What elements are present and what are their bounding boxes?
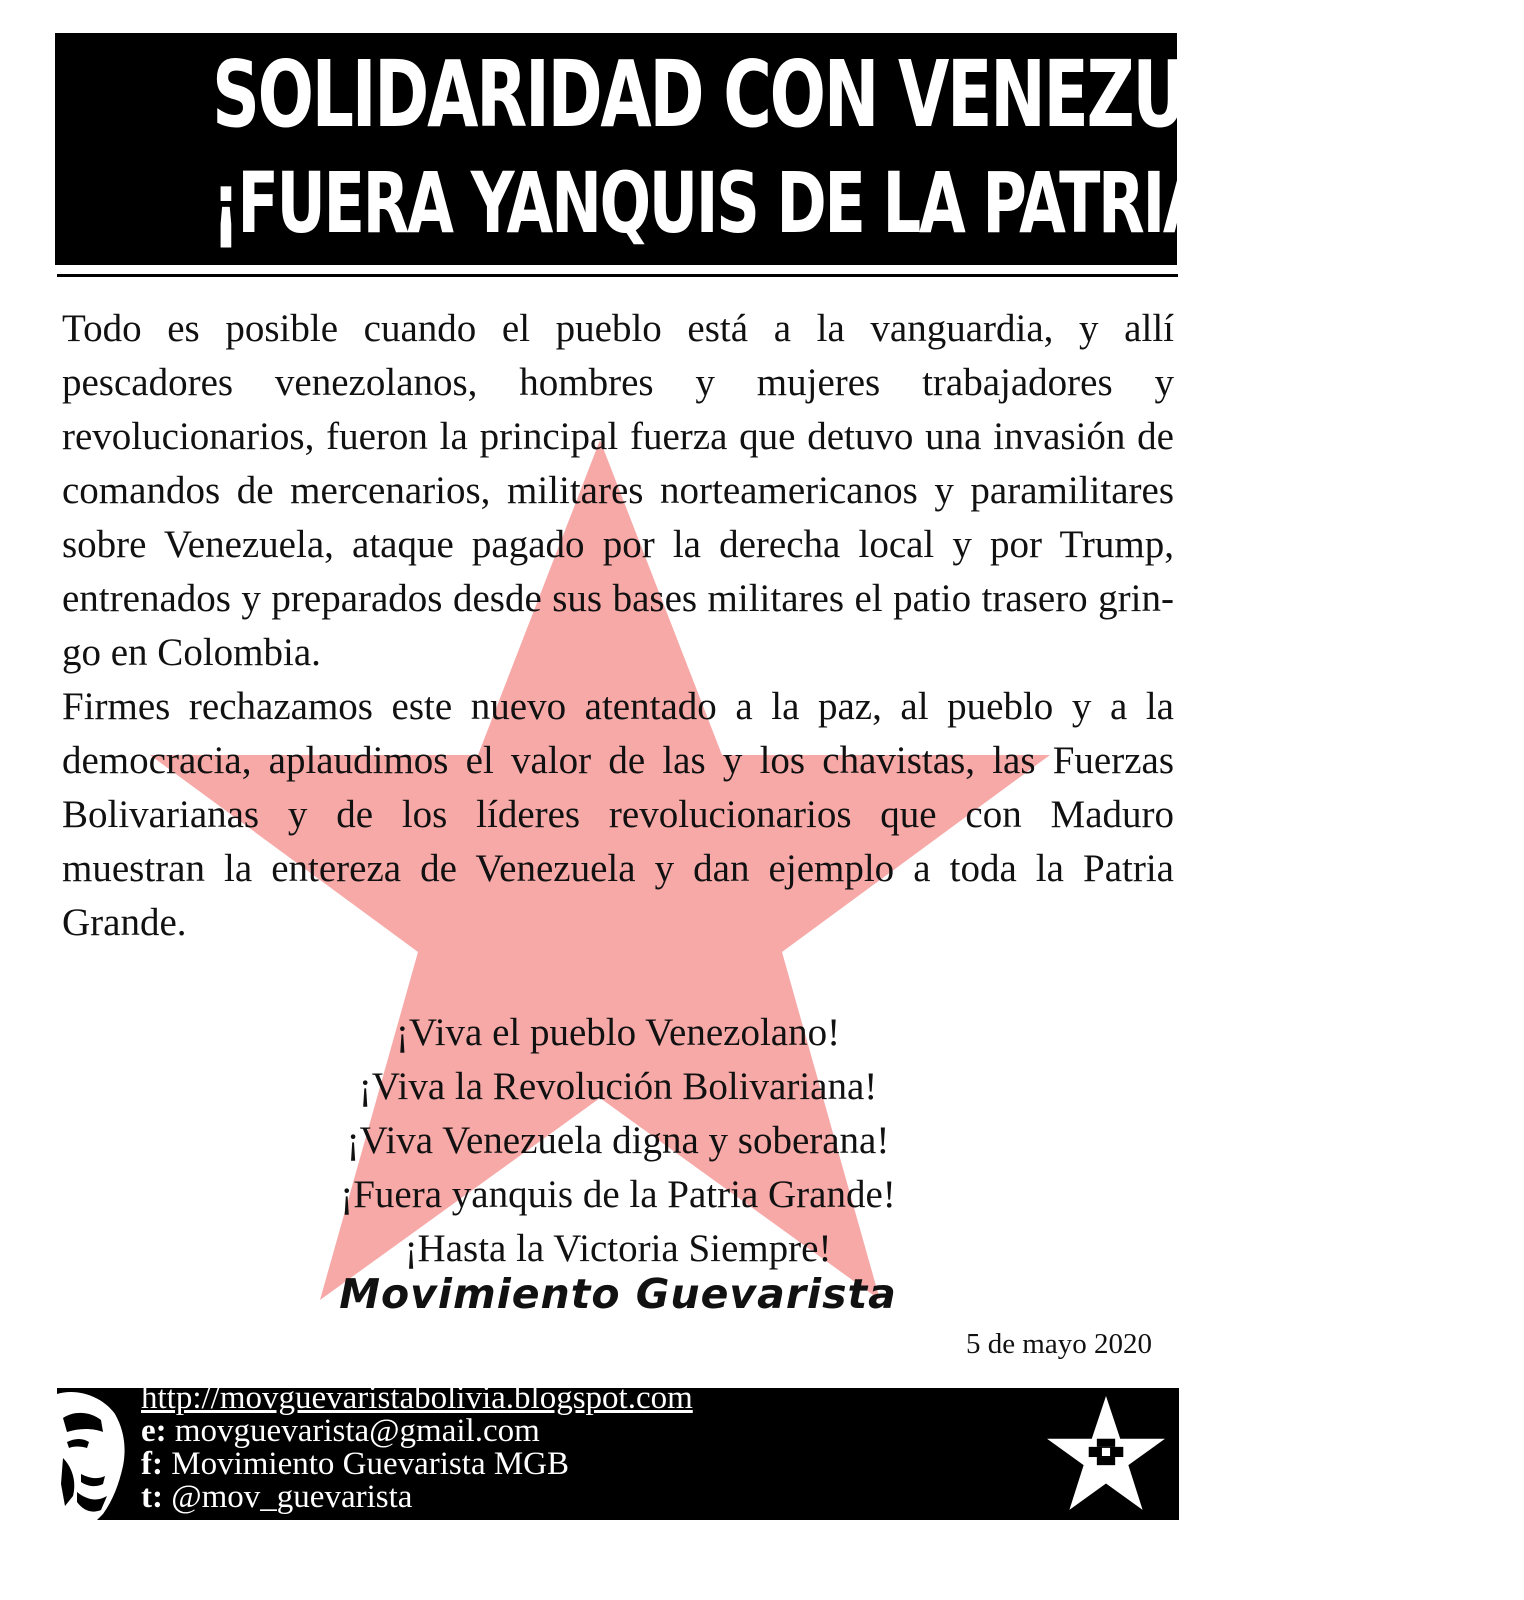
che-portrait-icon [57, 1388, 137, 1520]
paragraph-1: Todo es posible cuando el pueblo está a la vanguardia, y allí pescadores venezolanos, hombres y mujeres trabajadores y revolucionarios, fueron la principal fuerza que detuvo una invasión de comandos de mercenarios, militares norteamericanos y paramilitares sobre Venezuela, ataque pagado por la derecha local y por Trump, entrenados y preparados desde sus bases militares el patio trasero gringo en Colombia. [62, 307, 1174, 674]
title-line-1: SOLIDARIDAD CON VENEZUELA [212, 41, 1317, 148]
twitter-label: t: [141, 1479, 163, 1515]
email-text[interactable]: movguevarista@gmail.com [174, 1413, 540, 1449]
contact-list [141, 1382, 693, 1514]
slogan: ¡Viva el pueblo Venezolano! [395, 1011, 841, 1054]
slogan-list [0, 1006, 1236, 1276]
statement-text [62, 302, 1174, 950]
email-line [141, 1415, 693, 1448]
title-line-2: ¡FUERA YANQUIS DE LA PATRIA GRANDE! [212, 154, 1524, 252]
paragraph-2: Firmes rechazamos este nuevo atentado a la paz, al pueblo y a la democracia, aplaudimos el valor de las y los chavistas, las Fuerzas Bolivarianas y de los líderes revolucionarios que con Maduro muestran la entereza de Venezuela y dan ejemplo a toda la Patria Grande. [62, 685, 1174, 944]
facebook-label: f: [141, 1446, 163, 1482]
blog-link[interactable]: http://movguevaristabolivia.blogspot.com [141, 1380, 693, 1416]
facebook-text: Movimiento Guevarista MGB [171, 1446, 570, 1482]
header-banner [55, 33, 1524, 265]
facebook-line [141, 1448, 693, 1481]
slogan: ¡Viva Venezuela digna y soberana! [346, 1119, 890, 1162]
slogan: ¡Viva la Revolución Bolivariana! [358, 1065, 878, 1108]
twitter-line [141, 1481, 693, 1514]
signature: Movimiento Guevarista [339, 1270, 897, 1318]
date: 5 de mayo 2020 [965, 1328, 1152, 1360]
slogan: ¡Fuera yanquis de la Patria Grande! [340, 1173, 896, 1216]
twitter-text: @mov_guevarista [171, 1479, 413, 1515]
chakana-star-icon [1045, 1394, 1167, 1516]
header-divider [57, 274, 1178, 277]
contact-footer [57, 1380, 1179, 1520]
email-label: e: [141, 1413, 167, 1449]
slogan: ¡Hasta la Victoria Siempre! [404, 1227, 832, 1270]
